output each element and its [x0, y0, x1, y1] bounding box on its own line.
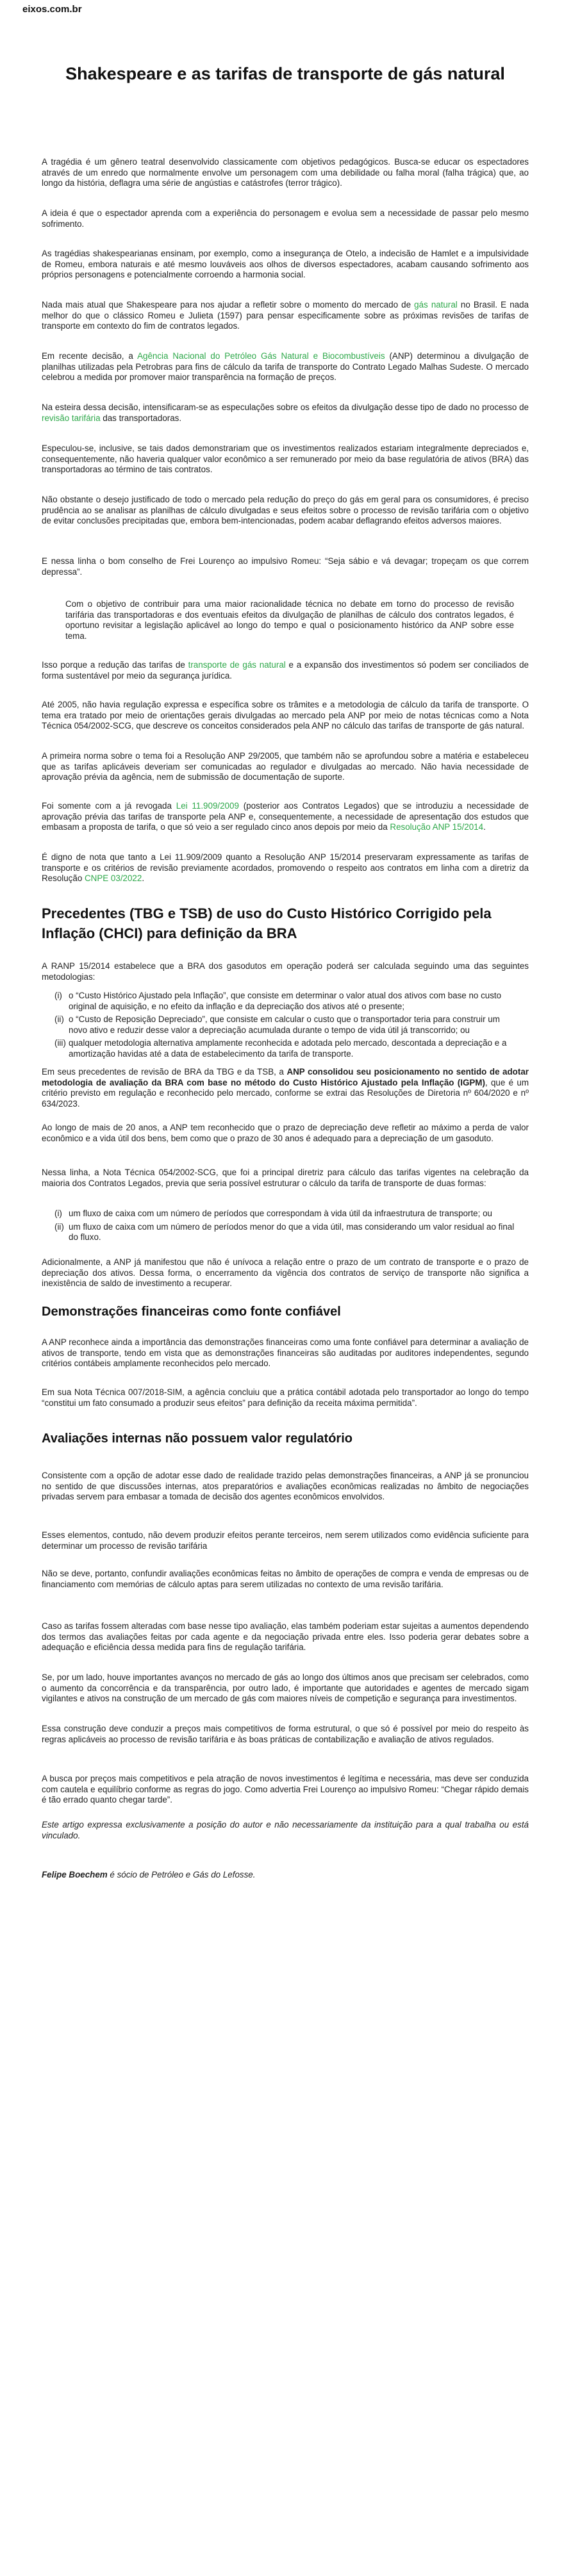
tariff-forms-list — [54, 1209, 516, 1246]
paragraph: A busca por preços mais competitivos e pela atração de novos investimentos é legítima e necessária, mas deve ser conduzida com cautela e equilíbrio conforme as regras do jogo. Como advertia Frei Lourenço ao impulsivo Romeu: “Chegar rápido demais é tão errado quanto chegar tarde”. — [42, 1774, 529, 1804]
paragraph: A ANP reconhece ainda a importância das demonstrações financeiras como uma fonte confiável para determinar a avaliação de ativos de transporte, tendo em vista que as demonstrações financeiras são auditadas por auditores independentes, segundo critérios contábeis amplamente reconhecidos pelo mercado. — [42, 1337, 529, 1368]
list-item: (i) um fluxo de caixa com um número de períodos que correspondam à vida útil da infraestrutura de transporte; ou — [54, 1209, 492, 1218]
section-heading: Demonstrações financeiras como fonte confiável — [42, 1305, 341, 1319]
paragraph: Isso porque a redução das tarifas de transporte de gás natural e a expansão dos investimentos só podem ser conciliados de forma sustentável por meio da segurança jurídica. — [42, 660, 529, 681]
paragraph: As tragédias shakespearianas ensinam, por exemplo, como a insegurança de Otelo, a indecisão de Hamlet e a impulsividade de Romeu, embora naturais e até mesmo louváveis aos olhos de diversos espectadores, acabam causando sofrimento aos próprios personagens e potencialmente corroendo a harmonia social. — [42, 249, 529, 279]
paragraph: Especulou-se, inclusive, se tais dados demonstrariam que os investimentos realizados estariam integralmente depreciados e, consequentemente, não haveria qualquer valor econômico a ser remunerado por meio da base regulatória de ativos (BRA) das transportadoras ao término de tais contratos. — [42, 443, 529, 474]
list-item: (ii) o “Custo de Reposição Depreciado”, que consiste em calcular o custo que o transportador teria para construir um novo ativo e reduzir desse valor a depreciação acumulada durante o tempo de vida útil já transcorrido; ou — [54, 1014, 500, 1035]
methodology-list — [54, 991, 516, 1062]
paragraph: Até 2005, não havia regulação expressa e específica sobre os trâmites e a metodologia de cálculo da tarifa de transporte. O tema era tratado por meio de orientações gerais divulgadas ao mercado pela ANP por meio de notas técnicas como a Nota Técnica 054/2002-SCG, que descreve os conceitos considerados pela ANP no cálculo das tarifas de transporte de gás natural. — [42, 700, 529, 731]
paragraph: A tragédia é um gênero teatral desenvolvido classicamente com objetivos pedagógicos. Busca-se educar os espectadores através de um enredo que normalmente envolve um personagem com uma debilidade ou falha moral (falha trágica) que, ao longo da história, deflagra uma série de angústias e catástrofes (terror trágico). — [42, 157, 529, 188]
section-heading: Avaliações internas não possuem valor regulatório — [42, 1432, 352, 1446]
link-lei-11909[interactable]: Lei 11.909/2009 — [176, 801, 239, 811]
section-heading: Precedentes (TBG e TSB) de uso do Custo Histórico Corrigido pela Inflação (CHCI) para definição da BRA — [42, 905, 492, 941]
paragraph: Essa construção deve conduzir a preços mais competitivos de forma estrutural, o que só é possível por meio do respeito às regras aplicáveis ao processo de revisão tarifária e às boas práticas de contabilização e avaliação de ativos regulados. — [42, 1724, 529, 1744]
paragraph: Caso as tarifas fossem alteradas com base nesse tipo avaliação, elas também poderiam estar sujeitas a aumentos dependendo dos termos das avaliações feitas por cada agente e da negociação privada entre eles. Isso poderia gerar debates sobre a adequação e eficiência dessa medida para fins de regulação tarifária. — [42, 1621, 529, 1652]
paragraph: Nada mais atual que Shakespeare para nos ajudar a refletir sobre o momento do mercado de gás natural no Brasil. E nada melhor do que o clássico Romeu e Julieta (1597) para pensar especificamente sobre as próximas revisões de tarifas de transporte em contexto do fim de contratos legados. — [42, 300, 529, 331]
paragraph: Nessa linha, a Nota Técnica 054/2002-SCG, que foi a principal diretriz para cálculo das tarifas vigentes na celebração da maioria dos Contratos Legados, previa que seria possível estruturar o cálculo da tarifa de transporte de duas formas: — [42, 1168, 529, 1188]
blockquote: Com o objetivo de contribuir para uma maior racionalidade técnica no debate em torno do processo de revisão tarifária das transportadoras e dos eventuais efeitos da divulgação de planilhas de cálculo dos contratos legados, é oportuno revisitar a legislação aplicável ao longo do tempo e qual o posicionamento histórico da ANP sobre esse tema. — [65, 599, 514, 641]
link-revisao-tarifaria[interactable]: revisão tarifária — [42, 413, 101, 423]
paragraph: Não se deve, portanto, confundir avaliações econômicas feitas no âmbito de operações de compra e venda de empresas ou de financiamento com memórias de cálculo aptas para serem utilizadas no contexto de uma revisão tarifária. — [42, 1569, 529, 1589]
list-item: (i) o “Custo Histórico Ajustado pela Inflação”, que consiste em determinar o valor atual dos ativos com base no custo original de aquisição, e no efeito da inflação e da depreciação dos ativos até o presente; — [54, 991, 502, 1011]
paragraph: A RANP 15/2014 estabelece que a BRA dos gasodutos em operação poderá ser calculada seguindo uma das seguintes metodologias: — [42, 961, 529, 982]
paragraph: Esses elementos, contudo, não devem produzir efeitos perante terceiros, nem serem utilizados como evidência suficiente para determinar um processo de revisão tarifária — [42, 1530, 529, 1551]
paragraph: A primeira norma sobre o tema foi a Resolução ANP 29/2005, que também não se aprofundou sobre a matéria e estabeleceu que as tarifas aplicáveis deveriam ser comunicadas ao regulador e divulgadas ao mercado. Não havia necessidade de aprovação prévia da agência, nem de submissão de documentação de suporte. — [42, 751, 529, 782]
list-item: (iii) qualquer metodologia alternativa amplamente reconhecida e adotada pelo mercado, descontada a depreciação e a amortização havidas até a data de estabelecimento da tarifa de transporte. — [54, 1038, 507, 1059]
article-title: Shakespeare e as tarifas de transporte de gás natural — [65, 64, 505, 83]
paragraph: Adicionalmente, a ANP já manifestou que não é unívoca a relação entre o prazo de um contrato de transporte e o prazo de depreciação dos ativos. Dessa forma, o encerramento da vigência dos contratos de serviço de transporte não significa a inexistência de saldo de investimento a recuperar. — [42, 1257, 529, 1288]
paragraph: É digno de nota que tanto a Lei 11.909/2009 quanto a Resolução ANP 15/2014 preservaram expressamente as tarifas de transporte e os critérios de revisão previamente acordados, promovendo o respeito aos contratos em linha com a diretriz da Resolução CNPE 03/2022. — [42, 852, 529, 883]
author-bio: Felipe Boechem é sócio de Petróleo e Gás do Lefosse. — [42, 1870, 256, 1879]
paragraph: Na esteira dessa decisão, intensificaram-se as especulações sobre os efeitos da divulgação desse tipo de dado no processo de revisão tarifária das transportadoras. — [42, 402, 529, 423]
link-anp[interactable]: Agência Nacional do Petróleo Gás Natural e Biocombustíveis — [137, 351, 385, 361]
paragraph: E nessa linha o bom conselho de Frei Lourenço ao impulsivo Romeu: “Seja sábio e vá devagar; tropeçam os que correm depressa”. — [42, 556, 529, 577]
paragraph: Ao longo de mais de 20 anos, a ANP tem reconhecido que o prazo de depreciação deve refletir ao máximo a perda de valor econômico e a vida útil dos bens, bem como que o prazo de 30 anos é adequado para a depreciação de um gasoduto. — [42, 1123, 529, 1143]
link-gas-natural[interactable]: gás natural — [414, 300, 458, 310]
paragraph: Em recente decisão, a Agência Nacional do Petróleo Gás Natural e Biocombustíveis (ANP) determinou a divulgação de planilhas utilizadas pela Petrobras para fins de cálculo da tarifa de transporte do Contrato Legado Malhas Sudeste. O mercado celebrou a medida por promover maior transparência na formação de preços. — [42, 351, 529, 382]
disclaimer: Este artigo expressa exclusivamente a posição do autor e não necessariamente da instituição para a qual trabalha ou está vinculado. — [42, 1820, 529, 1840]
list-item: (ii) um fluxo de caixa com um número de períodos menor do que a vida útil, mas considerando um valor residual ao final do fluxo. — [54, 1221, 515, 1242]
link-resolucao-anp-15[interactable]: Resolução ANP 15/2014 — [390, 822, 484, 832]
paragraph: Não obstante o desejo justificado de todo o mercado pela redução do preço do gás em geral para os consumidores, é preciso prudência ao se analisar as planilhas de cálculo divulgadas e seus efeitos sobre o processo de revisão tarifária com o objetivo de evitar conclusões precipitadas que, embora bem-intencionadas, podem acabar deflagrando efeitos adversos maiores. — [42, 495, 529, 525]
link-transporte-gas[interactable]: transporte de gás natural — [188, 660, 286, 670]
author-name: Felipe Boechem — [42, 1870, 108, 1879]
link-cnpe[interactable]: CNPE 03/2022 — [85, 873, 142, 883]
site-name[interactable]: eixos.com.br — [22, 4, 82, 15]
paragraph: Em sua Nota Técnica 007/2018-SIM, a agência concluiu que a prática contábil adotada pelo transportador ao longo do tempo “constitui um fato consumado a produzir seus efeitos” para definição da receita máxima permitida”. — [42, 1387, 529, 1408]
paragraph: Se, por um lado, houve importantes avanços no mercado de gás ao longo dos últimos anos que precisam ser celebrados, como o aumento da concorrência e da transparência, por outro lado, é importante que autoridades e agentes de mercado sigam vigilantes e ativos na construção de um mercado de gás com maiores níveis de competição e segurança para investimentos. — [42, 1672, 529, 1703]
paragraph: Em seus precedentes de revisão de BRA da TBG e da TSB, a ANP consolidou seu posicionamento no sentido de adotar metodologia de avaliação da BRA com base no método do Custo Histórico Ajustado pela Inflação (IGPM), que é um critério previsto em regulação e reconhecido pelo mercado, conforme se extrai das Resoluções de Diretoria nº 604/2020 e nº 634/2023. — [42, 1067, 529, 1109]
paragraph: A ideia é que o espectador aprenda com a experiência do personagem e evolua sem a necessidade de passar pelo mesmo sofrimento. — [42, 208, 529, 229]
paragraph: Consistente com a opção de adotar esse dado de realidade trazido pelas demonstrações financeiras, a ANP já se pronunciou no sentido de que discussões internas, atos preparatórios e avaliações econômicas realizadas no âmbito de negociações privadas servem para embasar a tomada de decisão dos agentes econômicos envolvidos. — [42, 1471, 529, 1501]
paragraph: Foi somente com a já revogada Lei 11.909/2009 (posterior aos Contratos Legados) que se introduziu a necessidade de aprovação prévia das tarifas de transporte pela ANP e, consequentemente, a necessidade de apresentação dos estudos que embasam a proposta de tarifa, o que só veio a ser regulado cinco anos depois por meio da Resolução ANP 15/2014. — [42, 801, 529, 832]
